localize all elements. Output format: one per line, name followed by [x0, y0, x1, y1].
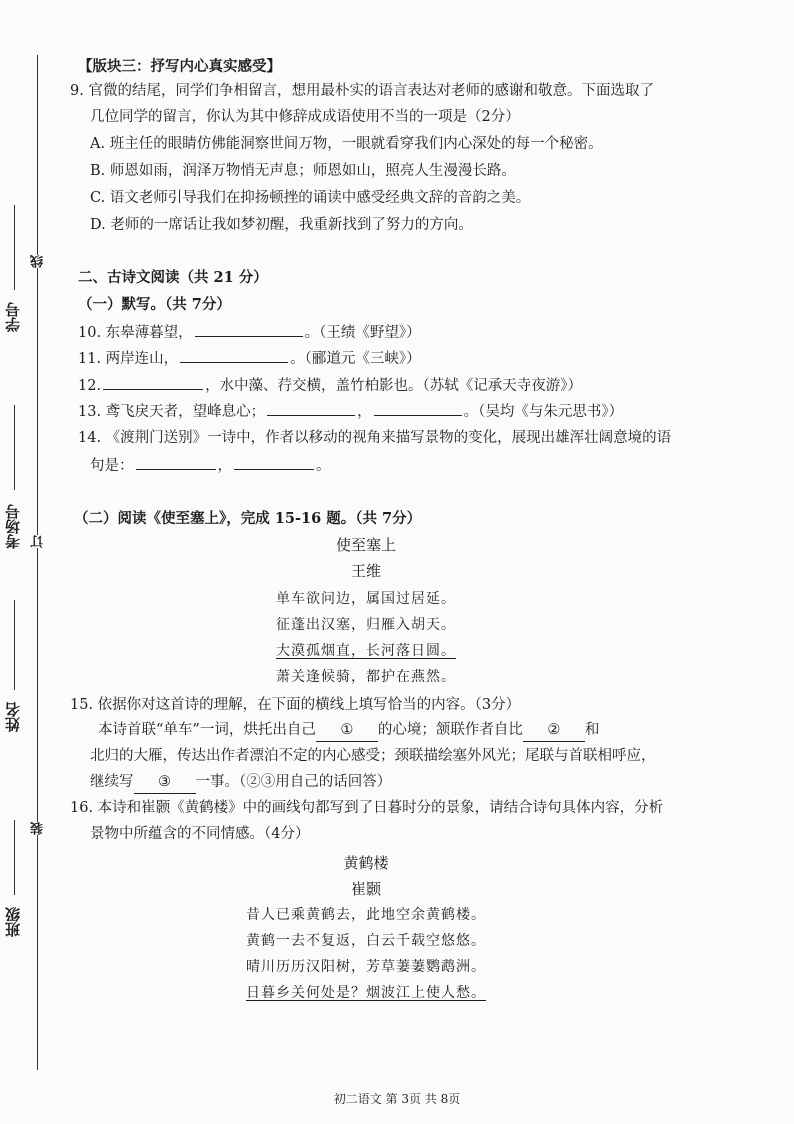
q14-line1: 14. 《渡荆门送别》一诗中，作者以移动的视角来描写景物的变化，展现出雄浑壮阔意境的语 [78, 430, 672, 446]
q13-blank-2[interactable] [374, 400, 462, 416]
part2-sub2: （二）阅读《使至塞上》，完成 15-16 题。（共 7分） [74, 510, 422, 527]
q9-option-a: A. 班主任的眼睛仿佛能洞察世间万物，一眼就看穿我们内心深处的每一个秘密。 [90, 136, 603, 152]
q15-text-c: 和 [584, 722, 600, 738]
q15-text-e: 一事。（②③用自己的话回答） [195, 774, 392, 790]
q13 [78, 400, 623, 423]
q11-prompt: 11. 两岸连山， [78, 351, 179, 367]
poem1-author: 王维 [350, 562, 381, 580]
q15-text-b: 的心境；颔联作者自比 [377, 722, 523, 738]
q10-prompt: 10. 东皋薄暮望， [78, 325, 193, 341]
q14-line2 [90, 454, 331, 477]
q14-prompt: 句是： [90, 458, 134, 474]
q14-period: 。 [316, 458, 331, 474]
poem2-title: 黄鹤楼 [343, 854, 389, 872]
q9-option-d: D. 老师的一席话让我如梦初醒，我重新找到了努力的方向。 [90, 217, 473, 233]
q10-source: 。（王绩《野望》） [304, 325, 421, 341]
xingming-label: 姓名 [4, 702, 22, 732]
q14-blank-1[interactable] [136, 454, 216, 470]
poem1-line4: 萧关逢候骑，都护在燕然。 [276, 669, 456, 685]
q11 [78, 347, 421, 370]
q15-text-d: 继续写 [90, 774, 134, 790]
poem1-line1: 单车欲问边，属国过居延。 [276, 591, 456, 607]
xuehao-label: 学号 [4, 302, 22, 332]
poem1-title: 使至塞上 [335, 536, 396, 554]
binding-line [37, 55, 38, 1070]
binding-margin [0, 0, 60, 1124]
xingming-blank [14, 600, 15, 690]
q11-blank[interactable] [180, 347, 288, 363]
q12 [78, 374, 582, 397]
q12-number: 12. [78, 378, 102, 394]
binding-mark-ding: 订 [31, 535, 46, 548]
q15-line3: 北归的大雁，传达出作者漂泊不定的内心感受；颈联描绘塞外风光；尾联与首联相呼应， [90, 748, 656, 764]
q15-line1: 15. 依据你对这首诗的理解，在下面的横线上填写恰当的内容。（3分） [70, 697, 521, 713]
q15-text-a: 本诗首联“单车”一词，烘托出自己 [98, 722, 316, 738]
q16-line2: 景物中所蕴含的不同情感。（4分） [90, 826, 310, 842]
kaochanghao-label: 考场号 [4, 504, 22, 550]
page-footer: 初二语文 第 3页 共 8页 [333, 1092, 461, 1106]
q15-blank-3[interactable]: ③ [134, 771, 196, 794]
banji-label: 班级 [4, 907, 22, 937]
binding-mark-xian: 线 [31, 255, 46, 268]
poem2-line4 [66, 982, 666, 1004]
poem1-line3 [66, 640, 666, 662]
banji-blank [14, 820, 15, 895]
q11-source: 。（郦道元《三峡》） [290, 351, 421, 367]
part2-heading: 二、古诗文阅读（共 21 分） [78, 269, 268, 286]
q16-line1: 16. 本诗和崔颢《黄鹤楼》中的画线句都写到了日暮时分的景象，请结合诗句具体内容，分析 [70, 800, 664, 816]
poem2-line2: 黄鹤一去不复返，白云千载空悠悠。 [246, 933, 486, 949]
q15-blank-1[interactable]: ① [316, 719, 378, 742]
q9-line1: 9. 官微的结尾，同学们争相留言，想用最朴实的语言表达对老师的感谢和敬意。下面选取了 [70, 83, 654, 99]
q13-prompt: 13. 鸢飞戾天者，望峰息心； [78, 404, 266, 420]
q12-rest: ，水中藻、荇交横，盖竹柏影也。（苏轼《记承天寺夜游》） [205, 378, 583, 394]
poem2-line4-underlined: 日暮乡关何处是？烟波江上使人愁。 [246, 985, 486, 1001]
part2-sub1: （一）默写。（共 7分） [78, 296, 231, 313]
section3-heading: 【版块三：抒写内心真实感受】 [78, 58, 281, 75]
q10 [78, 321, 421, 344]
poem1-line3-underlined: 大漠孤烟直，长河落日圆。 [276, 643, 456, 659]
xuehao-blank [14, 205, 15, 290]
q15-blank-2[interactable]: ② [523, 719, 585, 742]
q10-blank[interactable] [195, 321, 303, 337]
q12-blank[interactable] [103, 374, 203, 390]
q9-option-c: C. 语文老师引导我们在抑扬顿挫的诵读中感受经典文辞的音韵之美。 [90, 190, 531, 206]
q15-line2 [98, 719, 599, 742]
q14-comma: ， [217, 458, 232, 474]
poem2-line3: 晴川历历汉阳树，芳草萋萋鹦鹉洲。 [246, 959, 486, 975]
q15-line4 [90, 771, 391, 794]
q13-source: 。（吴均《与朱元思书》） [463, 404, 624, 420]
q9-option-b: B. 师恩如雨，润泽万物悄无声息；师恩如山，照亮人生漫漫长路。 [90, 163, 516, 179]
poem1-line2: 征蓬出汉塞，归雁入胡天。 [276, 617, 456, 633]
q14-blank-2[interactable] [234, 454, 314, 470]
poem2-author: 崔颢 [350, 880, 381, 898]
q13-comma: ， [357, 404, 372, 420]
q13-blank-1[interactable] [267, 400, 355, 416]
q9-line2: 几位同学的留言，你认为其中修辞成成语使用不当的一项是（2分） [90, 109, 520, 125]
kaochanghao-blank [14, 405, 15, 490]
binding-mark-zhuang: 装 [31, 822, 46, 835]
poem2-line1: 昔人已乘黄鹤去，此地空余黄鹤楼。 [246, 907, 486, 923]
